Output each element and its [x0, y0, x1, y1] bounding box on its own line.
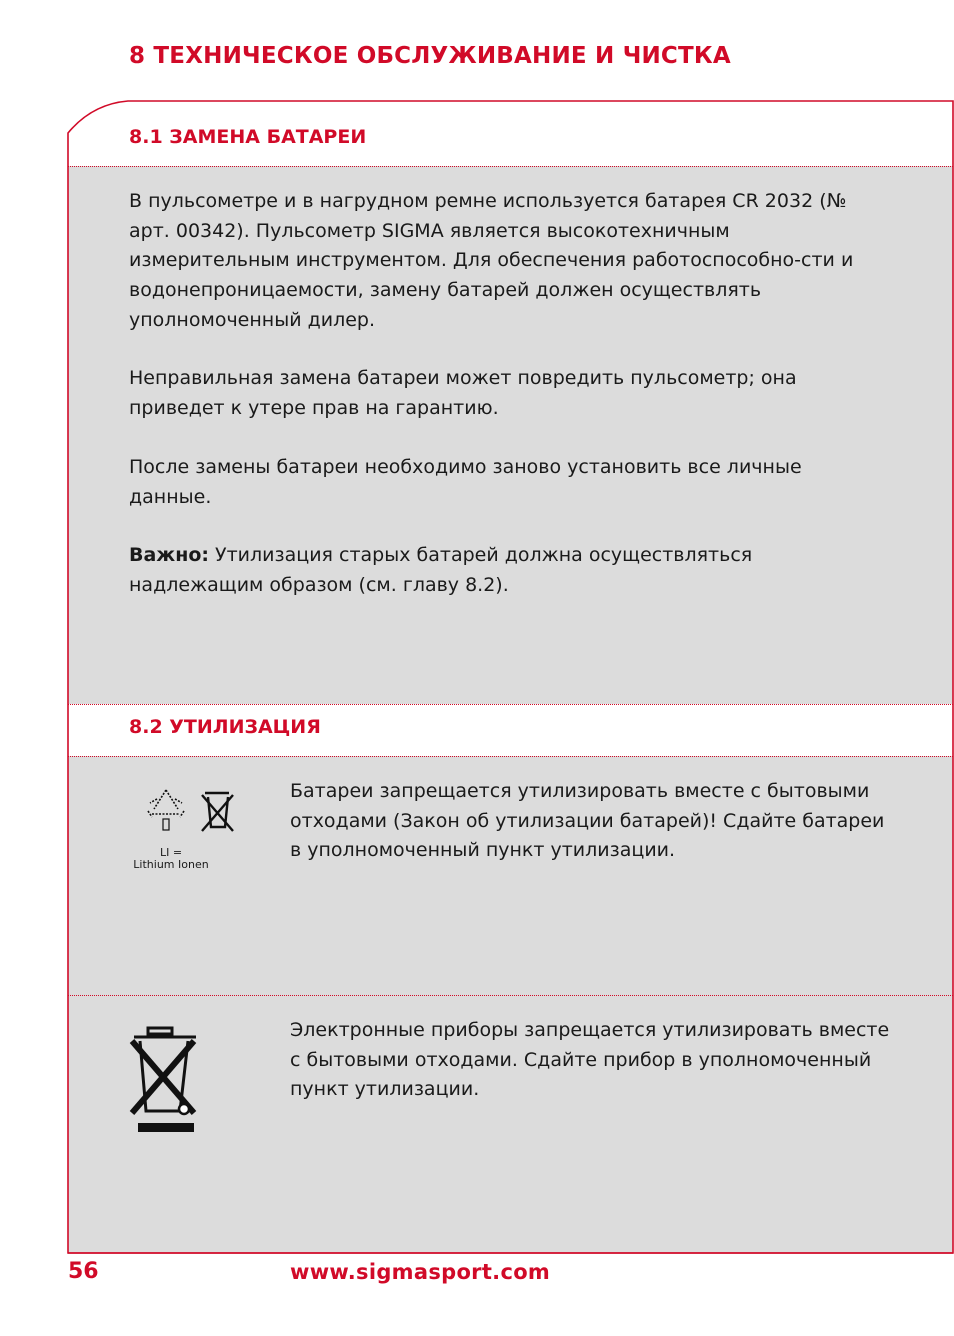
section-divider — [68, 756, 953, 757]
website-link[interactable]: www.sigmasport.com — [290, 1260, 551, 1284]
crossed-bin-icon — [199, 789, 237, 835]
icon-caption: Lithium Ionen — [133, 858, 209, 871]
icon-caption: LI = — [159, 846, 183, 859]
page-number: 56 — [68, 1259, 99, 1284]
electronics-disposal-text: Электронные приборы запрещается утилизировать вместе с бытовыми отходами. Сдайте прибор в уполномоченный пункт утилизации. — [290, 1019, 890, 1101]
section-divider — [68, 995, 953, 996]
page-title: 8 ТЕХНИЧЕСКОЕ ОБСЛУЖИВАНИЕ И ЧИСТКА — [129, 43, 731, 69]
paragraph: После замены батареи необходимо заново установить все личные данные. — [129, 456, 802, 508]
important-note — [129, 541, 889, 600]
section-heading-disposal: 8.2 УТИЛИЗАЦИЯ — [129, 716, 321, 738]
battery-disposal-text: Батареи запрещается утилизировать вместе с бытовыми отходами (Закон об утилизации батарей)! Сдайте батареи в уполномоченный пункт утилизации. — [290, 780, 885, 862]
paragraph: Неправильная замена батареи может повредить пульсометр; она приведет к утере прав на гарантию. — [129, 367, 797, 419]
paragraph: В пульсометре и в нагрудном ремне используется батарея CR 2032 (№ арт. 00342). Пульсометр SIGMA является высокотехничным измерительным инструментом. Для обеспечения работоспособно-сти и водонепроницаемости, замену батарей должен осуществлять уполномоченный дилер. — [129, 190, 854, 331]
weee-crossed-bin-icon — [128, 1025, 206, 1135]
section-divider — [68, 166, 953, 167]
battery-recycle-icon — [144, 787, 188, 835]
important-label: Важно: — [129, 544, 209, 566]
section-divider — [68, 704, 953, 705]
section-heading-battery-replacement: 8.1 ЗАМЕНА БАТАРЕИ — [129, 126, 367, 148]
important-text: Утилизация старых батарей должна осуществляться надлежащим образом (см. главу 8.2). — [129, 544, 753, 596]
